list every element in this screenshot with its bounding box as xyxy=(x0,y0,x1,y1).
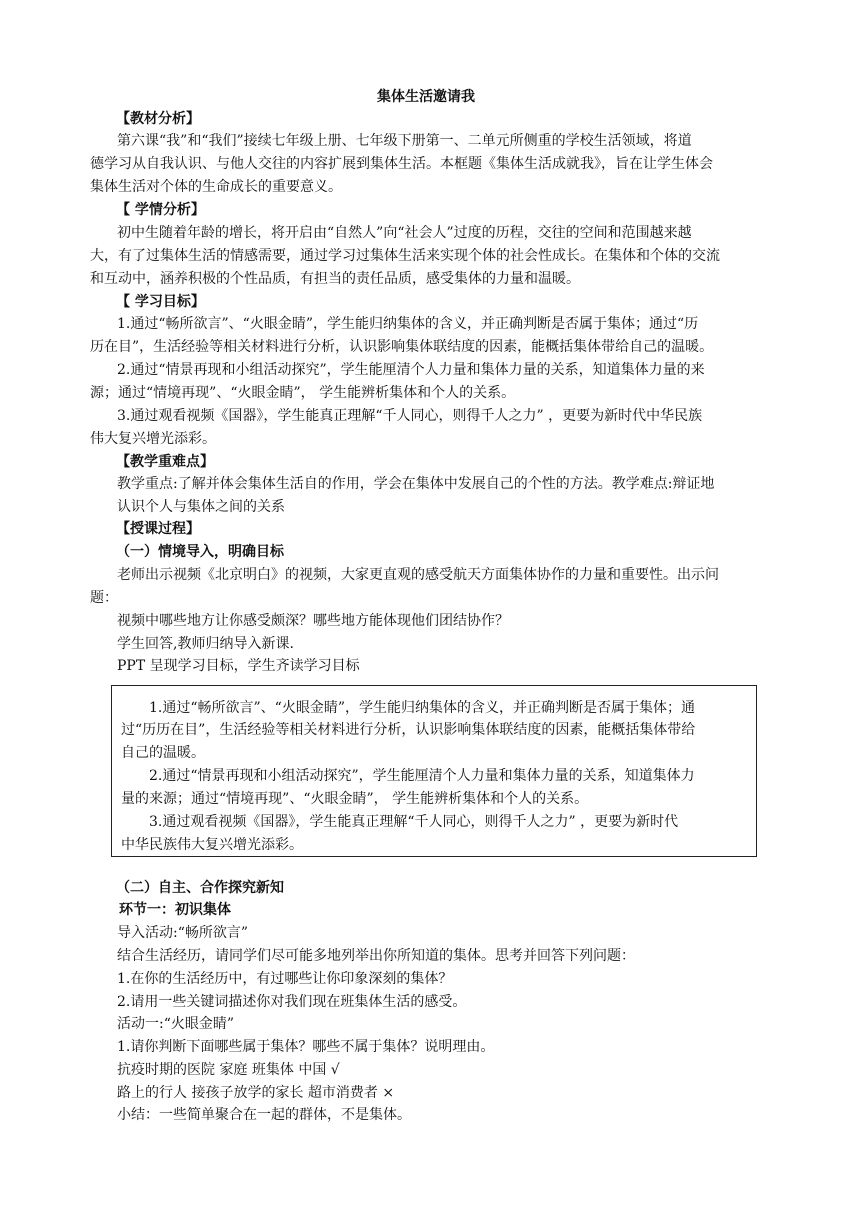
paragraph-line: 教学重点:了解并体会集体生活自的作用，学会在集体中发展自己的个性的方法。教学难点:辩证地 xyxy=(117,476,715,492)
paragraph-line: 活动一:“火眼金睛” xyxy=(117,1016,235,1032)
box-line: 1.通过“畅所欲言”、“火眼金睛”，学生能归纳集体的含义，并正确判断是否属于集体；通 xyxy=(149,700,695,716)
paragraph-line: 伟大复兴增光添彩。 xyxy=(90,431,216,447)
document-title: 集体生活邀请我 xyxy=(377,89,475,105)
heading-learning-goals: 【 学习目标】 xyxy=(116,294,205,310)
box-line: 中华民族伟大复兴增光添彩。 xyxy=(121,837,303,853)
paragraph-line: 和互动中，涵养积极的个性品质，有担当的责任品质，感受集体的力量和温暖。 xyxy=(90,271,580,287)
paragraph-line: 结合生活经历，请同学们尽可能多地列举出你所知道的集体。思考并回答下列问题： xyxy=(117,948,635,964)
box-line: 3.通过观看视频《国器》，学生能真正理解“千人同心，则得千人之力” ，更要为新时代 xyxy=(149,814,679,830)
box-line: 过“历历在目”，生活经验等相关材料进行分析，认识影响集体联结度的因素，能概括集体带给 xyxy=(121,722,696,738)
paragraph-line: 2.请用一些关键词描述你对我们现在班集体生活的感受。 xyxy=(117,994,467,1010)
box-line: 2.通过“情景再现和小组活动探究”，学生能厘清个人力量和集体力量的关系，知道集体力 xyxy=(149,768,695,784)
paragraph-line: 集体生活对个体的生命成长的重要意义。 xyxy=(90,179,342,195)
subheading-introduction: （一）情境导入，明确目标 xyxy=(116,544,284,560)
subheading-link-one: 环节一：初识集体 xyxy=(119,902,231,918)
paragraph-line: 源；通过“情境再现”、“火眼金睛”， 学生能辨析集体和个人的关系。 xyxy=(90,385,516,401)
heading-student-analysis: 【 学情分析】 xyxy=(116,202,205,218)
box-line: 自己的温暖。 xyxy=(121,745,205,761)
paragraph-line: 老师出示视频《北京明白》的视频，大家更直观的感受航天方面集体协作的力量和重要性。出示问 xyxy=(117,567,719,583)
heading-textbook-analysis: 【教材分析】 xyxy=(116,111,200,127)
paragraph-line: 第六课“我”和“我们”接续七年级上册、七年级下册第一、二单元所侧重的学校生活领域，将道 xyxy=(117,133,692,149)
paragraph-line: 学生回答,教师归纳导入新课. xyxy=(117,636,294,652)
paragraph-line: 认识个人与集体之间的关系 xyxy=(117,499,285,515)
paragraph-line: 视频中哪些地方让你感受颇深？哪些地方能体现他们团结协作？ xyxy=(117,613,509,629)
box-line: 量的来源；通过“情境再现”、“火眼金睛”， 学生能辨析集体和个人的关系。 xyxy=(121,791,589,807)
paragraph-line: 1.请你判断下面哪些属于集体？哪些不属于集体？说明理由。 xyxy=(117,1039,495,1055)
paragraph-line: 3.通过观看视频《国器》，学生能真正理解“千人同心，则得千人之力” ，更要为新时代中华民族 xyxy=(117,408,703,424)
paragraph-line: 小结：一些简单聚合在一起的群体，不是集体。 xyxy=(117,1107,411,1123)
paragraph-line: 抗疫时期的医院 家庭 班集体 中国 √ xyxy=(117,1062,340,1078)
heading-key-difficulties: 【教学重难点】 xyxy=(116,454,214,470)
paragraph-line: 1.通过“畅所欲言”、“火眼金睛”，学生能归纳集体的含义，并正确判断是否属于集体；通过“历 xyxy=(117,316,699,332)
paragraph-line: 1.在你的生活经历中，有过哪些让你印象深刻的集体？ xyxy=(117,971,453,987)
subheading-exploration: （二）自主、合作探究新知 xyxy=(116,880,284,896)
heading-teaching-process: 【授课过程】 xyxy=(116,521,200,537)
paragraph-line: 德学习从自我认识、与他人交往的内容扩展到集体生活。本框题《集体生活成就我》，旨在让学生体会 xyxy=(90,156,713,172)
paragraph-line: 历在目”，生活经验等相关材料进行分析，认识影响集体联结度的因素，能概括集体带给自己的温暖。 xyxy=(90,339,714,355)
paragraph-line: 大，有了过集体生活的情感需要，通过学习过集体生活来实现个体的社会性成长。在集体和个体的交流 xyxy=(90,248,720,264)
paragraph-line: 路上的行人 接孩子放学的家长 超市消费者 × xyxy=(117,1085,395,1101)
paragraph-line: 初中生随着年龄的增长，将开启由“自然人”向“社会人”过度的历程，交往的空间和范围越来越 xyxy=(117,225,692,241)
paragraph-line: 导入活动:“畅所欲言” xyxy=(117,925,249,941)
paragraph-line: 2.通过“情景再现和小组活动探究”，学生能厘清个人力量和集体力量的关系，知道集体力量的来 xyxy=(117,362,705,378)
paragraph-line: PPT 呈现学习目标，学生齐读学习目标 xyxy=(117,658,360,674)
paragraph-line: 题： xyxy=(90,590,118,606)
